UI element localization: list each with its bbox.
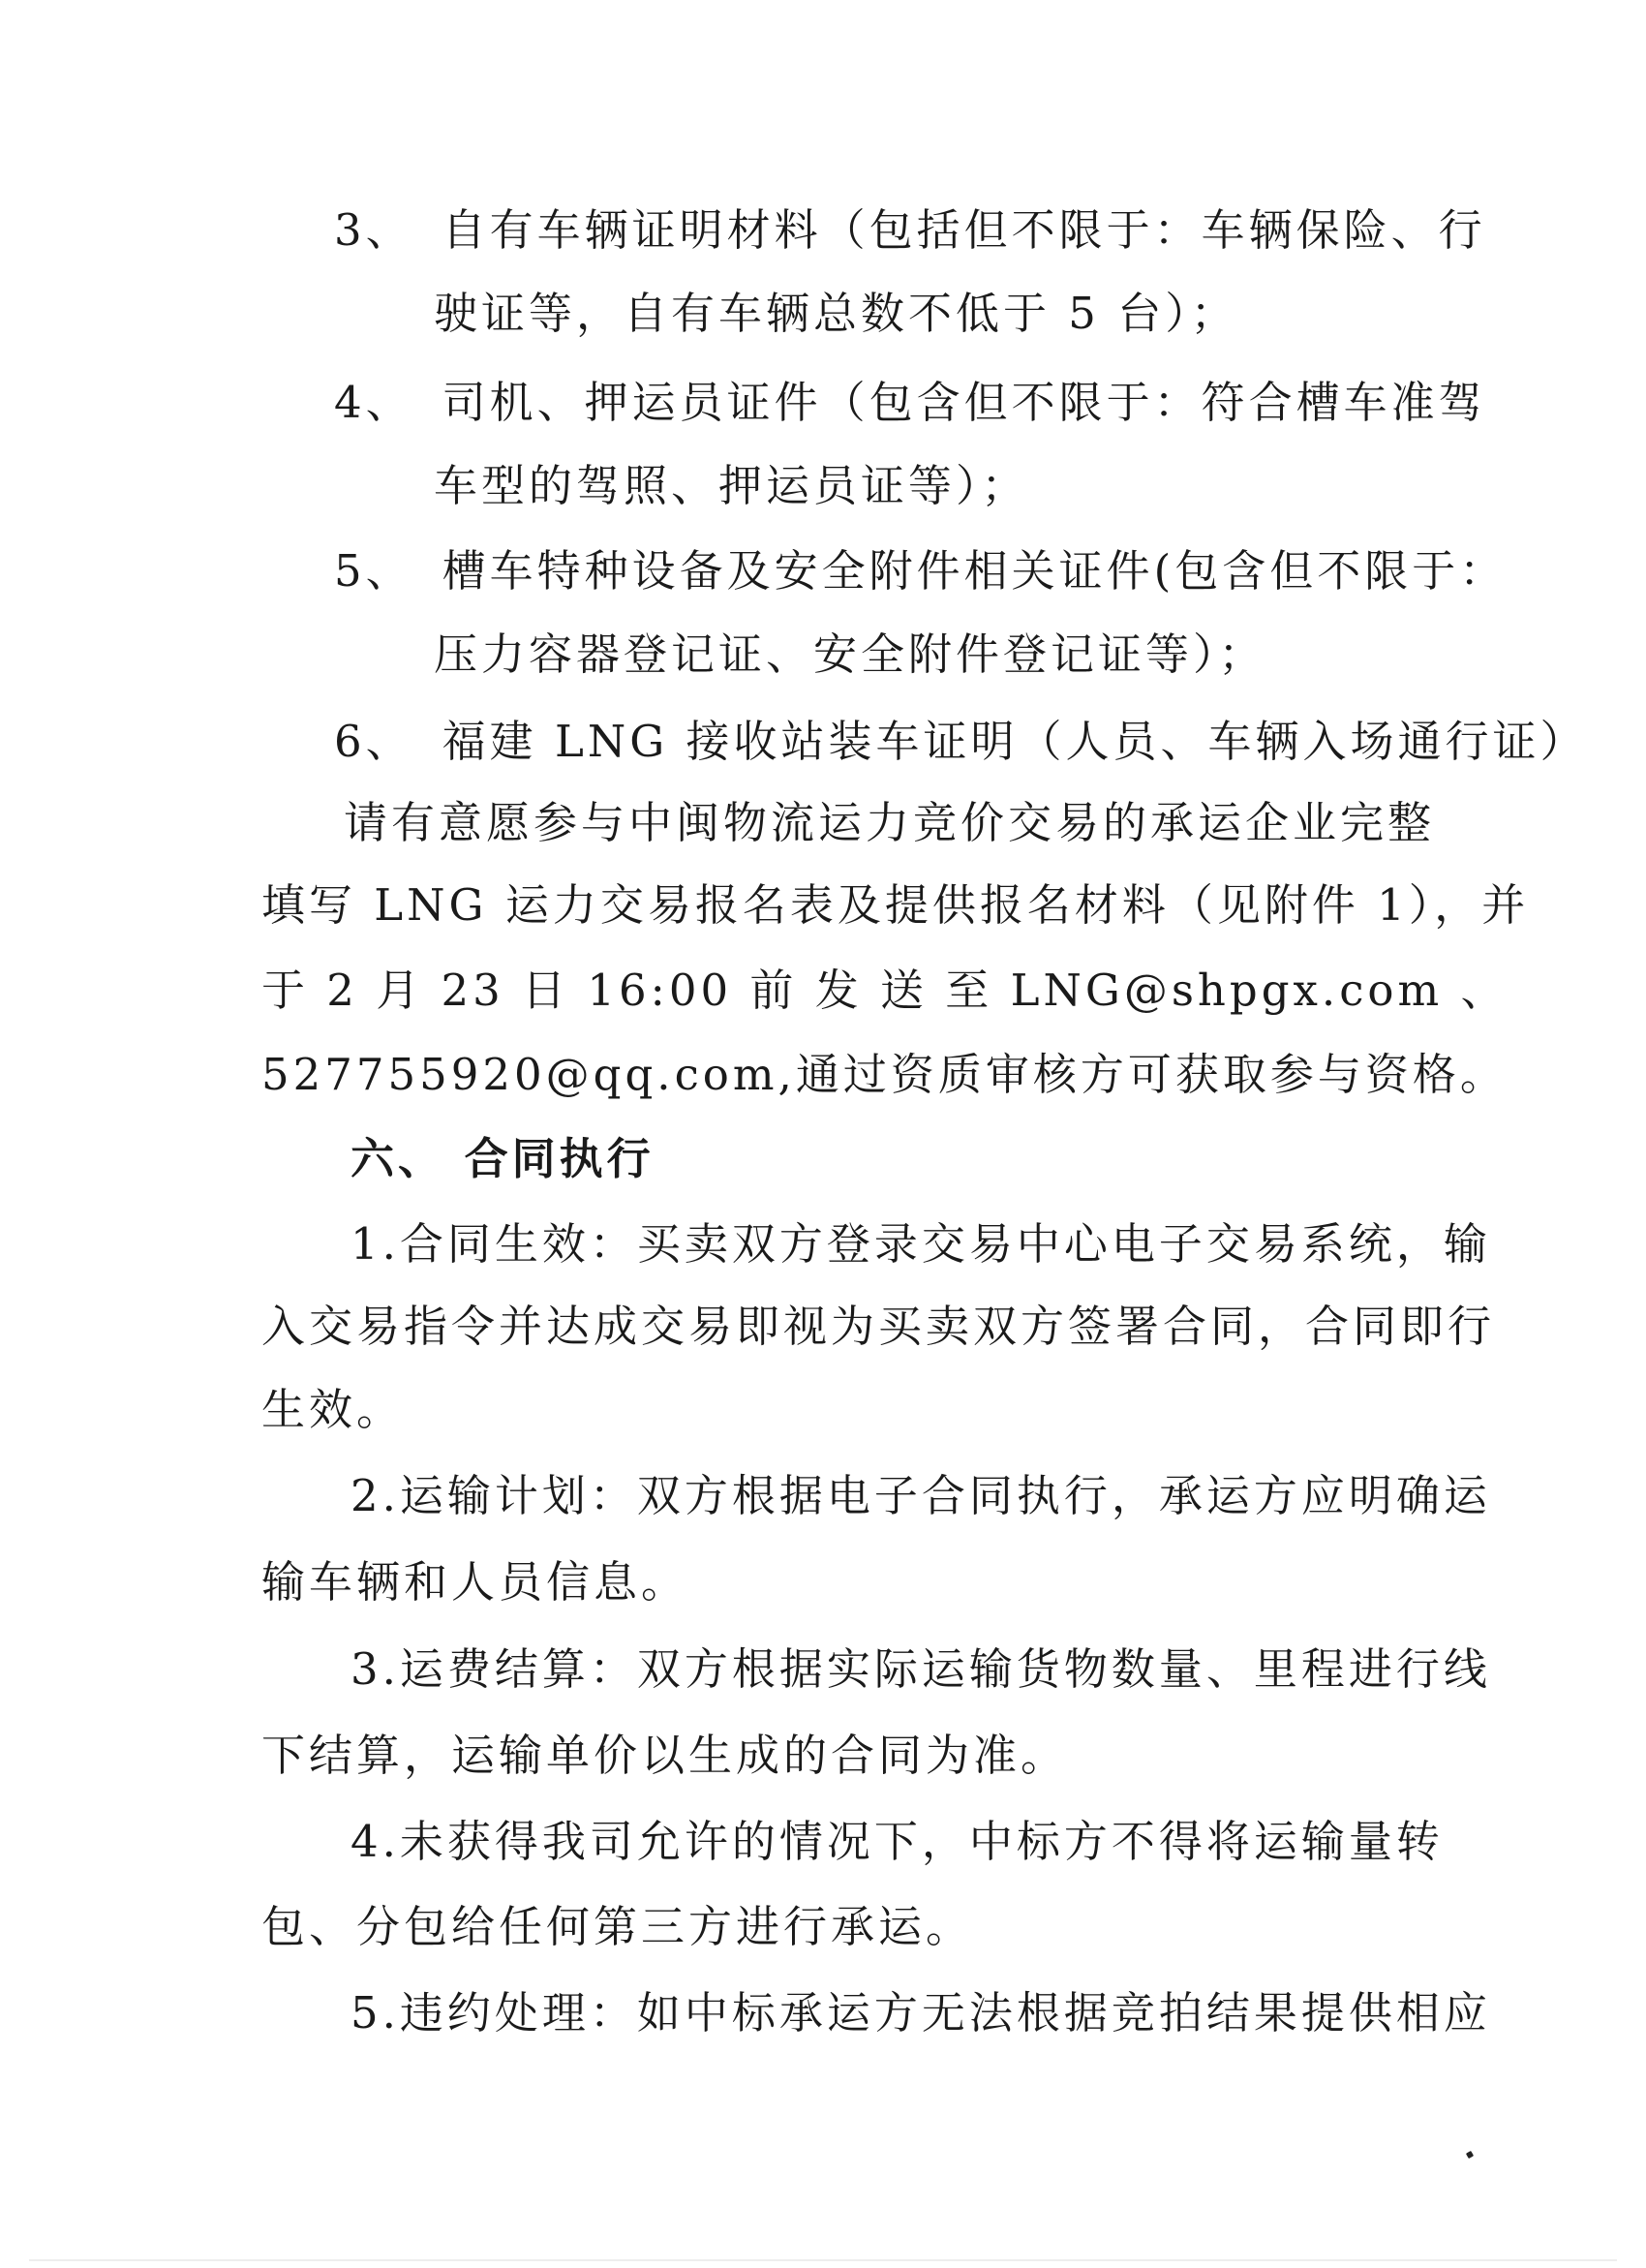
paragraph-line: 请有意愿参与中闽物流运力竞价交易的承运企业完整 bbox=[344, 797, 1436, 848]
list-item-3-line1 bbox=[334, 201, 1486, 260]
clause-3-line1: 3.运费结算：双方根据实际运输货物数量、里程进行线 bbox=[351, 1643, 1491, 1695]
list-number: 4、 bbox=[334, 377, 413, 428]
clause-2-line1: 2.运输计划：双方根据电子合同执行，承运方应明确运 bbox=[351, 1470, 1491, 1521]
clause-5-line1: 5.违约处理：如中标承运方无法根据竞拍结果提供相应 bbox=[351, 1987, 1491, 2038]
list-item-5-line1 bbox=[334, 542, 1507, 600]
list-number: 6、 bbox=[334, 716, 413, 767]
scan-speck bbox=[1466, 2151, 1474, 2159]
page-edge-line bbox=[29, 2259, 1617, 2261]
list-item-4-line2: 车型的驾照、押运员证等）； bbox=[434, 460, 1029, 511]
list-text: 槽车特种设备及安全附件相关证件(包含但不限于： bbox=[442, 545, 1508, 597]
list-number: 3、 bbox=[334, 204, 413, 256]
list-number: 5、 bbox=[334, 545, 413, 597]
clause-1-line3: 生效。 bbox=[261, 1384, 405, 1435]
list-text: 福建 LNG 接收站装车证明（人员、车辆入场通行证） bbox=[442, 716, 1588, 767]
list-item-3-line2: 驶证等，自有车辆总数不低于 5 台）； bbox=[434, 288, 1238, 339]
clause-4-line1: 4.未获得我司允许的情况下，中标方不得将运输量转 bbox=[351, 1816, 1444, 1867]
paragraph-line: 527755920@qq.com,通过资质审核方可获取参与资格。 bbox=[261, 1049, 1508, 1100]
section-heading: 六、 合同执行 bbox=[351, 1133, 655, 1184]
clause-1-line1: 1.合同生效：买卖双方登录交易中心电子交易系统，输 bbox=[351, 1218, 1491, 1270]
list-item-5-line2: 压力容器登记证、安全附件登记证等）； bbox=[434, 628, 1266, 680]
list-text: 自有车辆证明材料（包括但不限于：车辆保险、行 bbox=[442, 204, 1486, 256]
list-text: 司机、押运员证件（包含但不限于：符合槽车准驾 bbox=[442, 377, 1486, 428]
list-item-6-line1 bbox=[334, 713, 1587, 771]
clause-4-line2: 包、分包给任何第三方进行承运。 bbox=[261, 1901, 974, 1952]
clause-2-line2: 输车辆和人员信息。 bbox=[261, 1556, 689, 1608]
clause-3-line2: 下结算，运输单价以生成的合同为准。 bbox=[261, 1730, 1069, 1781]
list-item-4-line1 bbox=[334, 374, 1486, 432]
paragraph-line: 填写 LNG 运力交易报名表及提供报名材料（见附件 1），并 bbox=[261, 879, 1530, 931]
clause-1-line2: 入交易指令并达成交易即视为买卖双方签署合同，合同即行 bbox=[261, 1301, 1496, 1352]
paragraph-line: 于 2 月 23 日 16:00 前 发 送 至 LNG@shpgx.com 、 bbox=[261, 965, 1509, 1016]
